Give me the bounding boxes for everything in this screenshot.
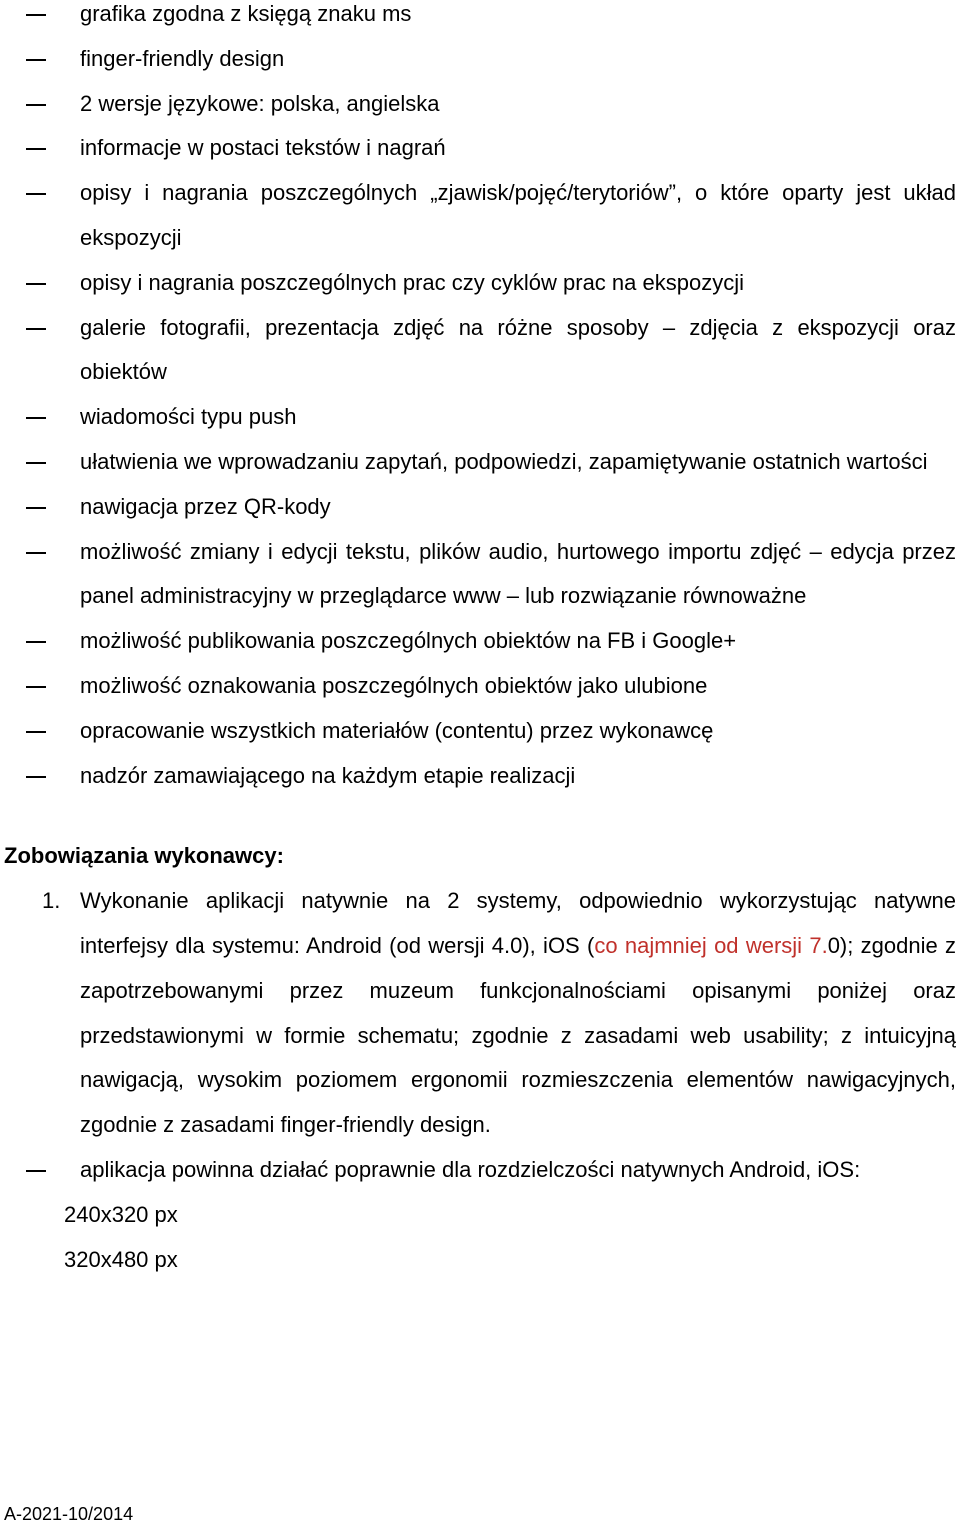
dash-bullet bbox=[26, 193, 46, 195]
resolution-list bbox=[0, 1148, 960, 1193]
dash-bullet bbox=[26, 1170, 46, 1172]
dash-bullet bbox=[26, 686, 46, 688]
dash-bullet bbox=[26, 59, 46, 61]
dash-bullet bbox=[26, 283, 46, 285]
list-item: możliwość publikowania poszczególnych obiektów na FB i Google+ bbox=[0, 619, 960, 664]
list-item: nawigacja przez QR-kody bbox=[0, 485, 960, 530]
dash-bullet bbox=[26, 14, 46, 16]
item-number: 1. bbox=[42, 888, 61, 914]
dash-bullet bbox=[26, 148, 46, 150]
document-footer-code: A-2021-10/2014 bbox=[4, 1504, 134, 1524]
list-item: informacje w postaci tekstów i nagrań bbox=[0, 126, 960, 171]
dash-bullet bbox=[26, 731, 46, 733]
list-item: nadzór zamawiającego na każdym etapie realizacji bbox=[0, 754, 960, 799]
dash-bullet bbox=[26, 776, 46, 778]
list-item: finger-friendly design bbox=[0, 37, 960, 82]
item-text-start: Wykonanie aplikacji natywnie na 2 systemy, odpowiednio wykorzystując natywne interfejsy dla systemu: Android (od wersji 4.0), iOS ( bbox=[80, 888, 956, 958]
dash-bullet bbox=[26, 507, 46, 509]
list-item: możliwość zmiany i edycji tekstu, plików audio, hurtowego importu zdjęć – edycja przez panel administracyjny w przeglądarce www – lub rozwiązanie równoważne bbox=[0, 530, 960, 620]
dash-bullet bbox=[26, 417, 46, 419]
resolution-value: 240x320 px bbox=[64, 1201, 178, 1227]
list-item: ułatwienia we wprowadzaniu zapytań, podpowiedzi, zapamiętywanie ostatnich wartości bbox=[0, 440, 960, 485]
item-text-end: 0); zgodnie z zapotrzebowanymi przez muzeum funkcjonalnościami opisanymi poniżej oraz przedstawionymi w formie schematu; zgodnie z zasadami web usability; z intuicyjną nawigacją, wysokim poziomem ergonomii rozmieszczenia elementów nawigacyjnych, zgodnie z zasadami finger-friendly design. bbox=[80, 932, 956, 1138]
list-item: 2 wersje językowe: polska, angielska bbox=[0, 82, 960, 127]
dash-bullet bbox=[26, 328, 46, 330]
list-item: wiadomości typu push bbox=[0, 395, 960, 440]
list-item: aplikacja powinna działać poprawnie dla rozdzielczości natywnych Android, iOS: bbox=[0, 1148, 960, 1193]
dash-bullet bbox=[26, 462, 46, 464]
item-text-highlight: co najmniej od wersji 7. bbox=[594, 932, 828, 958]
list-item: grafika zgodna z księgą znaku ms bbox=[0, 0, 960, 37]
list-item: galerie fotografii, prezentacja zdjęć na różne sposoby – zdjęcia z ekspozycji oraz obiektów bbox=[0, 306, 960, 396]
list-item: opisy i nagrania poszczególnych prac czy cyklów prac na ekspozycji bbox=[0, 261, 960, 306]
numbered-item-1 bbox=[0, 879, 960, 1148]
section-heading: Zobowiązania wykonawcy: bbox=[4, 843, 284, 869]
dash-bullet bbox=[26, 641, 46, 643]
resolution-value: 320x480 px bbox=[64, 1246, 178, 1272]
dash-bullet bbox=[26, 104, 46, 106]
list-item: opracowanie wszystkich materiałów (contentu) przez wykonawcę bbox=[0, 709, 960, 754]
dash-bullet bbox=[26, 552, 46, 554]
list-item: opisy i nagrania poszczególnych „zjawisk/pojęć/terytoriów”, o które oparty jest układ ekspozycji bbox=[0, 171, 960, 261]
list-item: możliwość oznakowania poszczególnych obiektów jako ulubione bbox=[0, 664, 960, 709]
